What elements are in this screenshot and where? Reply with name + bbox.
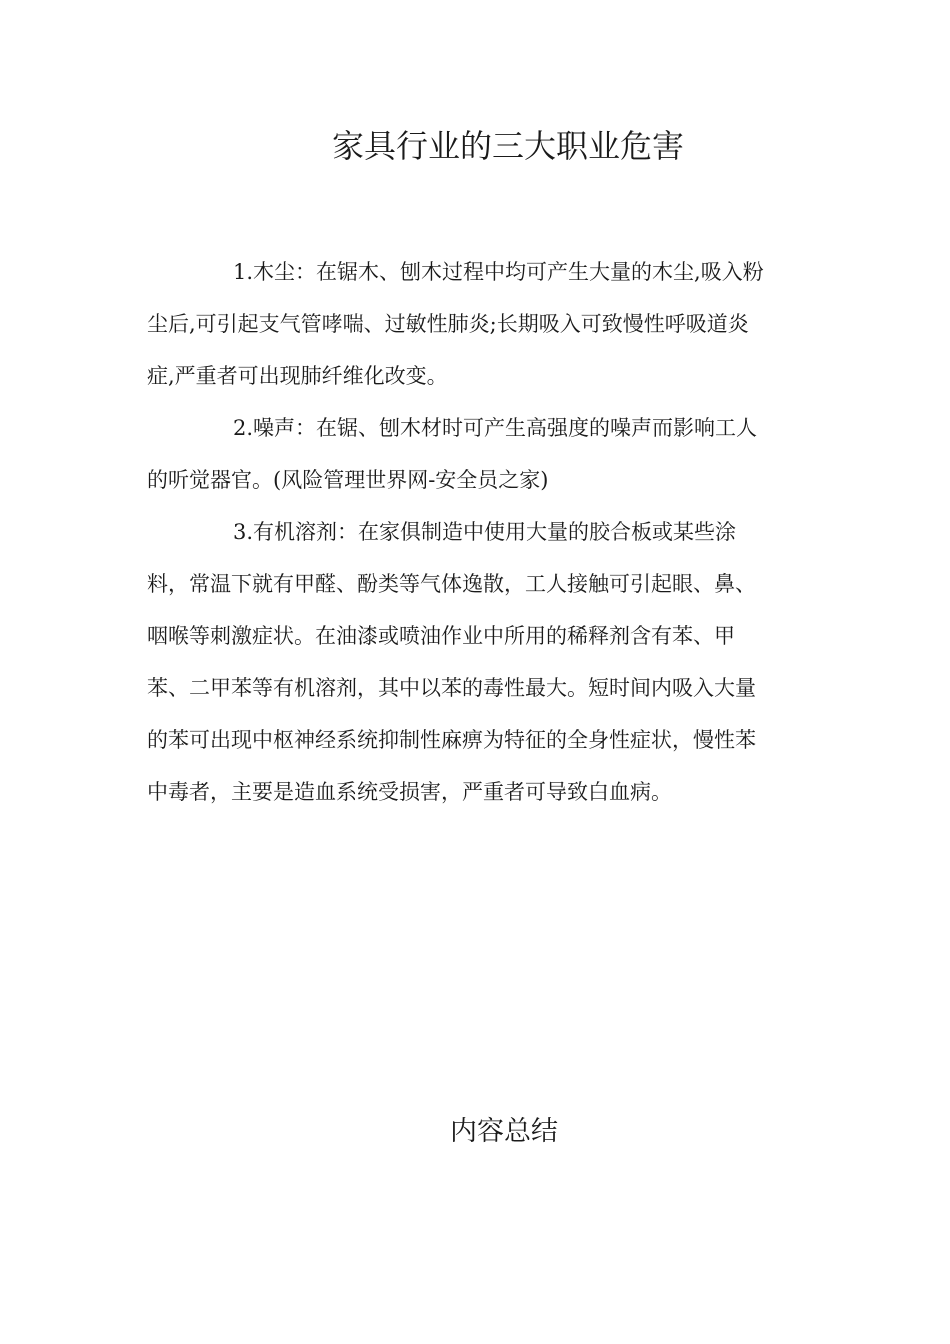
paragraph-line: 症,严重者可出现肺纤维化改变。 <box>147 364 448 388</box>
paragraph-wood-dust <box>147 246 799 402</box>
paragraph-line: 料，常温下就有甲醛、酚类等气体逸散，工人接触可引起眼、鼻、 <box>147 572 756 596</box>
paragraph-line: 1.木尘：在锯木、刨木过程中均可产生大量的木尘,吸入粉 <box>233 260 764 284</box>
document-title: 家具行业的三大职业危害 <box>331 127 684 165</box>
paragraph-line: 苯、二甲苯等有机溶剂，其中以苯的毒性最大。短时间内吸入大量 <box>147 676 756 700</box>
paragraph-line: 中毒者，主要是造血系统受损害，严重者可导致白血病。 <box>147 780 672 804</box>
paragraph-line: 2.噪声：在锯、刨木材时可产生高强度的噪声而影响工人 <box>233 416 758 440</box>
paragraph-line: 的听觉器官。(风险管理世界网-安全员之家) <box>147 468 549 492</box>
paragraph-line: 的苯可出现中枢神经系统抑制性麻痹为特征的全身性症状，慢性苯 <box>147 728 756 752</box>
document-body <box>147 246 799 818</box>
paragraph-noise <box>147 402 799 506</box>
paragraph-line: 尘后,可引起支气管哮喘、过敏性肺炎;长期吸入可致慢性呼吸道炎 <box>147 312 749 336</box>
paragraph-organic-solvents <box>147 506 799 818</box>
summary-heading: 内容总结 <box>450 1116 558 1147</box>
paragraph-line: 咽喉等刺激症状。在油漆或喷油作业中所用的稀释剂含有苯、甲 <box>147 624 735 648</box>
paragraph-line: 3.有机溶剂：在家俱制造中使用大量的胶合板或某些涂 <box>233 520 737 544</box>
